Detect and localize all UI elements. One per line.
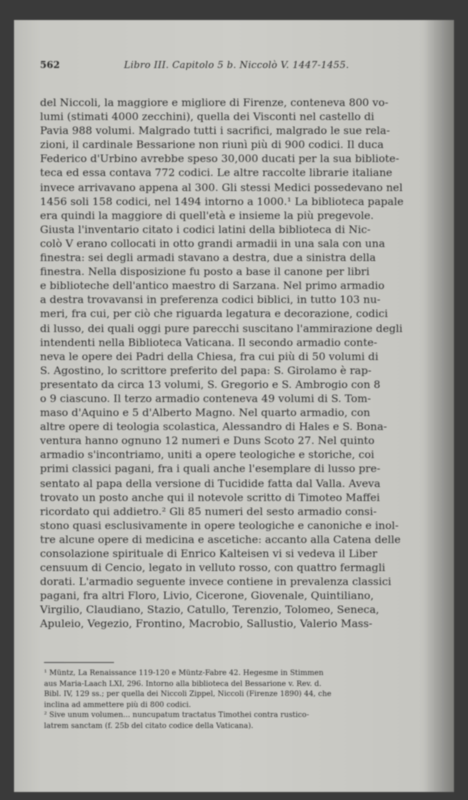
text-line: dorati. L'armadio seguente invece contiene in prevalenza classici [40,576,392,589]
footnote-line: ² Sive unum volumen... nuncupatum tractatus Timothei contra rustico- [44,710,309,720]
book-page [14,20,454,792]
footnote-rule [44,662,114,663]
footnote-line: latrem sanctam (f. 25b del citato codice della Vaticana). [44,720,254,730]
text-line: colò V erano collocati in otto grandi armadii in una sala con una [40,237,386,250]
footnote-line: inclina ad ammettere più di 800 codici. [44,699,191,709]
text-line: censuum di Cencio, legato in velluto rosso, con quattro fermagli [40,562,386,575]
text-line: di lusso, dei quali oggi pure parecchi suscitano l'ammirazione degli [40,322,403,335]
text-line: era quindi la maggiore di quell'età e insieme la più pregevole. [40,209,374,222]
text-line: Virgilio, Claudiano, Stazio, Catullo, Terenzio, Tolomeo, Seneca, [40,604,380,617]
text-line: o 9 ciascuno. Il terzo armadio conteneva 49 volumi di S. Tom- [40,392,371,405]
text-line: meri, fra cui, per ciò che riguarda legatura e decorazione, codici [40,308,388,321]
footnotes [44,668,436,732]
text-line: armadio s'incontriamo, uniti a opere teologiche e storiche, coi [40,449,375,462]
text-line: Giusta l'inventario citato i codici latini della biblioteca di Nic- [40,223,371,236]
text-line: 1456 soli 158 codici, nel 1494 intorno a 1000.¹ La biblioteca papale [40,195,404,208]
text-line: invece arrivavano appena al 300. Gli stessi Medici possedevano nel [40,181,403,194]
text-line: del Niccoli, la maggiore e migliore di Firenze, conteneva 800 vo- [40,97,389,109]
text-line: altre opere di teologia scolastica, Alessandro di Hales e S. Bona- [40,421,387,434]
text-line: zioni, il cardinale Bessarione non riunì più di 900 codici. Il duca [40,139,384,152]
footnote-line: ¹ Müntz, La Renaissance 119-120 e Müntz-Fabre 42. Hegesme in Stimmen [44,668,324,677]
text-line: a destra trovavansi in preferenza codici biblici, in tutto 103 nu- [40,294,381,307]
text-line: finestra: sei degli armadi stavano a destra, due a sinistra della [40,252,376,265]
text-line: e biblioteche dell'antico maestro di Sarzana. Nel primo armadio [40,280,385,293]
text-line: ricordato qui addietro.² Gli 85 numeri del sesto armadio consi- [40,505,377,518]
text-line: consolazione spirituale di Enrico Kalteisen vi si vedeva il Liber [40,548,378,560]
text-line: Apuleio, Vegezio, Frontino, Macrobio, Sallustio, Valerio Mass- [40,618,373,631]
text-line: S. Agostino, lo scrittore preferito del papa: S. Girolamo è rap- [40,364,372,377]
text-line: Pavia 988 volumi. Malgrado tutti i sacrifici, malgrado le sue rela- [40,125,390,138]
body-text [40,96,438,632]
text-line: primi classici pagani, fra i quali anche l'esemplare di lusso pre- [40,463,381,476]
running-head-title: Libro III. Capitolo 5 b. Niccolò V. 1447-1455. [124,60,350,71]
text-line: neva le opere dei Padri della Chiesa, fra cui più di 50 volumi di [40,350,379,363]
text-line: tre alcune opere di medicina e ascetiche: accanto alla Catena delle [40,533,401,546]
text-line: maso d'Aquino e 5 d'Alberto Magno. Nel quarto armadio, con [40,407,371,420]
text-line: stono quasi esclusivamente in opere teologiche e canoniche e inol- [40,519,399,532]
running-head [36,60,436,76]
text-line: Federico d'Urbino avrebbe speso 30,000 ducati per la sua bibliote- [40,153,400,166]
text-line: ventura hanno ognuno 12 numeri e Duns Scoto 27. Nel quinto [40,435,375,448]
text-line: pagani, fra altri Floro, Livio, Cicerone, Giovenale, Quintiliano, [40,590,374,603]
footnote-line: aus Maria-Laach LXI, 296. Intorno alla biblioteca del Bessarione v. Rev. d. [44,678,322,688]
text-line: teca ed essa contava 772 codici. Le altre raccolte librarie italiane [40,167,393,180]
text-line: sentato al papa della versione di Tucidide fatta dal Valla. Aveva [40,477,381,490]
footnote-line: Bibl. IV, 129 ss.; per quella dei Niccoli Zippel, Niccoli (Firenze 1890) 44, che [44,689,332,699]
text-line: intendenti nella Biblioteca Vaticana. Il secondo armadio conte- [40,336,378,349]
text-line: finestra. Nella disposizione fu posto a base il canone per libri [40,266,370,279]
page-edge-shadow [424,20,454,792]
text-line: lumi (stimati 4000 zecchini), quella dei Visconti nel castello di [40,111,375,124]
page-number: 562 [40,60,60,71]
text-line: trovato un posto anche qui il notevole scritto di Timoteo Maffei [40,491,380,504]
text-line: presentato da circa 13 volumi, S. Gregorio e S. Ambrogio con 8 [40,378,381,391]
